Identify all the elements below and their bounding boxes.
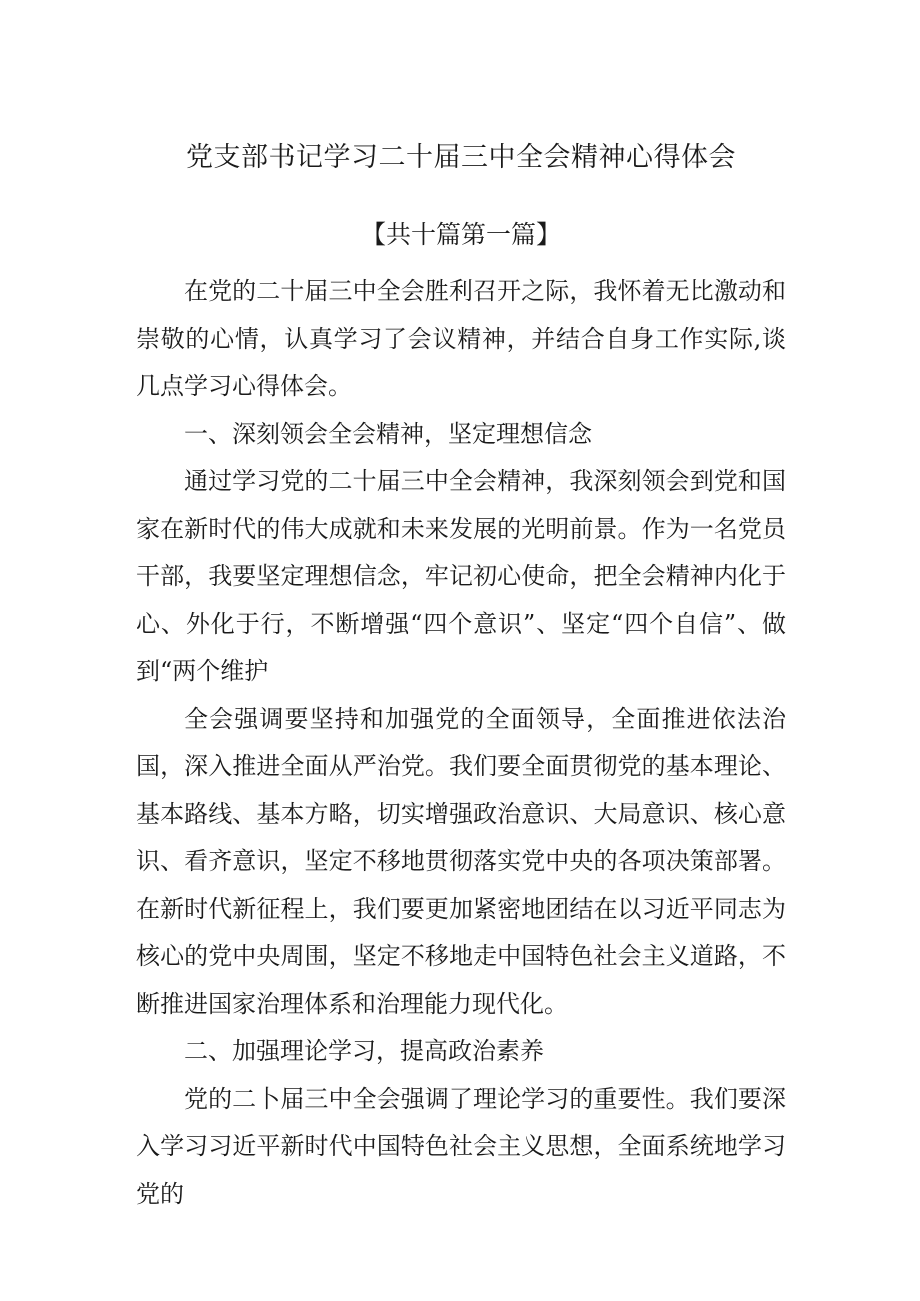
paragraph-2-1: 党的二卜届三中全会强调了理论学习的重要性。我们要深入学习习近平新时代中国特色社会主义思想，全面系统地学习党的 — [136, 1084, 786, 1208]
document-title: 党支部书记学习二十届三中全会精神心得体会 — [186, 142, 736, 173]
document-body — [136, 268, 786, 1218]
paragraph-1-1: 通过学习党的二十届三中全会精神，我深刻领会到党和国家在新时代的伟大成就和未来发展的光明前景。作为一名党员干部，我要坚定理想信念，牢记初心使命，把全会精神内化于心、外化于行，不断增强“四个意识”、坚定“四个自信”、做到“两个维护 — [136, 467, 786, 685]
section-heading-2: 二、加强理论学习，提高政治素养 — [184, 1037, 544, 1065]
paragraph-1-2: 全会强调要坚持和加强党的全面领导，全面推进依法治国，深入推进全面从严治党。我们要全面贯彻党的基本理论、基本路线、基本方略，切实增强政治意识、大局意识、核心意识、看齐意识，坚定不移地贯彻落实党中央的各项决策部署。在新时代新征程上，我们要更加紧密地团结在以习近平同志为核心的党中央周围，坚定不移地走中国特色社会主义道路，不断推进国家治理体系和治理能力现代化。 — [136, 704, 786, 1018]
section-heading-1: 一、深刻领会全会精神，坚定理想信念 — [184, 419, 592, 448]
document-subtitle: 【共十篇第一篇】 — [360, 220, 561, 249]
paragraph-intro: 在党的二十届三中全会胜利召开之际，我怀着无比激动和崇敬的心情，认真学习了会议精神，并结合自身工作实际,谈几点学习心得体会。 — [136, 277, 786, 400]
